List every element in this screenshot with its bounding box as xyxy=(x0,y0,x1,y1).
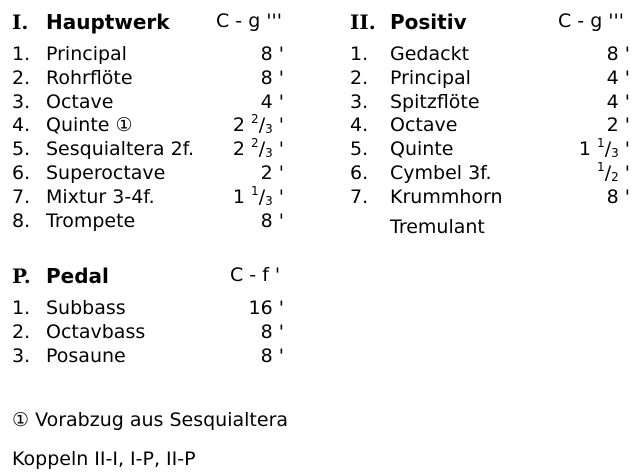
fraction-slash: / xyxy=(258,185,266,208)
fraction-slash: / xyxy=(604,138,612,161)
stop-row xyxy=(350,159,638,186)
stop-pitch xyxy=(232,183,284,208)
stop-pitch xyxy=(232,112,284,137)
pitch-numerator: 1 xyxy=(597,136,605,151)
manual-header xyxy=(12,12,302,36)
stop-name: Cymbel 3f. xyxy=(390,161,492,184)
stop-pitch: 2 ' xyxy=(606,114,630,137)
stop-row xyxy=(12,321,302,345)
pitch-unit: ' xyxy=(272,114,284,137)
fraction-slash: / xyxy=(604,161,612,184)
stop-pitch: 16 ' xyxy=(248,297,284,319)
stop-list xyxy=(12,43,302,233)
stop-name: Superoctave xyxy=(46,161,166,184)
stop-row xyxy=(12,67,302,91)
stop-number: 4. xyxy=(12,114,31,137)
stop-pitch xyxy=(597,159,630,184)
stop-number: 3. xyxy=(350,90,369,113)
stop-number: 7. xyxy=(350,185,369,208)
stop-list xyxy=(350,43,638,210)
stop-row xyxy=(350,43,638,67)
fraction-slash: / xyxy=(258,138,266,161)
manual-number: II. xyxy=(350,10,376,34)
stop-row xyxy=(350,91,638,115)
stop-name: Sesquialtera 2f. xyxy=(46,138,195,161)
stop-row xyxy=(12,210,302,234)
stop-name: Mixtur 3-4f. xyxy=(46,185,155,208)
stop-name: Subbass xyxy=(46,297,126,319)
footnote: ① Vorabzug aus Sesquialtera xyxy=(12,409,289,431)
manual-hauptwerk xyxy=(12,12,302,233)
pitch-denominator: 3 xyxy=(265,122,273,137)
stop-pitch: 2 ' xyxy=(260,161,284,184)
manual-header xyxy=(350,12,638,36)
stop-name: Octavbass xyxy=(46,320,146,343)
pitch-numerator: 1 xyxy=(597,159,605,174)
tremulant-label: Tremulant xyxy=(390,215,485,238)
stop-row xyxy=(12,183,302,210)
pitch-denominator: 3 xyxy=(265,193,273,208)
stop-name: Trompete xyxy=(46,209,136,232)
manual-pedal xyxy=(12,266,302,368)
stop-number: 3. xyxy=(12,344,31,367)
manual-range: C - g ''' xyxy=(216,10,282,32)
manual-range: C - g ''' xyxy=(558,10,624,32)
stop-row xyxy=(12,114,302,138)
stop-number: 4. xyxy=(350,114,369,137)
pitch-whole: 2 xyxy=(232,138,245,161)
manual-range: C - f ' xyxy=(230,264,281,286)
pitch-whole: 1 xyxy=(232,185,245,208)
stop-pitch: 8 ' xyxy=(606,43,630,65)
stop-name: Rohrflöte xyxy=(46,66,133,89)
stop-name: Posaune xyxy=(46,344,126,367)
stop-pitch: 8 ' xyxy=(260,320,284,343)
stop-row xyxy=(12,91,302,115)
pitch-unit: ' xyxy=(618,138,630,161)
stop-number: 1. xyxy=(12,43,31,65)
stop-name: Principal xyxy=(390,66,471,89)
manual-positiv xyxy=(350,12,638,238)
pitch-whole: 2 xyxy=(232,114,245,137)
pitch-numerator: 2 xyxy=(251,136,259,151)
manual-number: P. xyxy=(12,264,31,288)
fraction-slash: / xyxy=(258,114,266,137)
pitch-unit: ' xyxy=(272,138,284,161)
manual-number: I. xyxy=(12,10,29,34)
stop-row xyxy=(12,297,302,321)
stop-name: Gedackt xyxy=(390,43,470,65)
stop-row xyxy=(12,162,302,186)
stop-name: Octave xyxy=(46,90,114,113)
manual-title: Positiv xyxy=(390,10,467,34)
stop-pitch: 4 ' xyxy=(260,90,284,113)
stop-number: 5. xyxy=(12,138,31,161)
stop-number: 2. xyxy=(12,66,31,89)
stop-number: 2. xyxy=(350,66,369,89)
stop-number: 2. xyxy=(12,320,31,343)
stop-row xyxy=(12,345,302,369)
pitch-denominator: 3 xyxy=(611,146,619,161)
pitch-whole: 1 xyxy=(578,138,591,161)
stop-row xyxy=(12,138,302,162)
stop-name: Spitzflöte xyxy=(390,90,480,113)
stop-number: 1. xyxy=(12,297,31,319)
stop-pitch xyxy=(232,136,284,161)
stop-name: Quinte ① xyxy=(46,114,133,137)
stop-pitch: 4 ' xyxy=(606,66,630,89)
stop-name: Quinte xyxy=(390,138,454,161)
manual-title: Hauptwerk xyxy=(46,10,170,34)
stop-row xyxy=(350,114,638,138)
stop-row xyxy=(350,186,638,210)
stop-pitch: 8 ' xyxy=(260,66,284,89)
stop-number: 3. xyxy=(12,90,31,113)
stop-pitch: 8 ' xyxy=(606,185,630,208)
pitch-denominator: 2 xyxy=(611,169,619,184)
stop-pitch: 8 ' xyxy=(260,209,284,232)
stop-row xyxy=(350,138,638,162)
stop-pitch: 8 ' xyxy=(260,43,284,65)
stop-name: Octave xyxy=(390,114,458,137)
manual-title: Pedal xyxy=(46,264,109,288)
stop-list xyxy=(12,297,302,368)
stop-number: 6. xyxy=(12,161,31,184)
manual-header xyxy=(12,266,302,290)
stop-number: 6. xyxy=(350,161,369,184)
pitch-unit: ' xyxy=(272,185,284,208)
pitch-numerator: 1 xyxy=(251,183,259,198)
pitch-unit: ' xyxy=(618,161,630,184)
stop-row xyxy=(12,43,302,67)
stop-number: 7. xyxy=(12,185,31,208)
stop-number: 1. xyxy=(350,43,369,65)
stop-pitch: 4 ' xyxy=(606,90,630,113)
stop-number: 8. xyxy=(12,209,31,232)
tremulant-row xyxy=(350,210,638,238)
stop-row xyxy=(350,67,638,91)
pitch-numerator: 2 xyxy=(251,112,259,127)
pitch-denominator: 3 xyxy=(265,146,273,161)
stop-pitch: 8 ' xyxy=(260,344,284,367)
couplers-text: Koppeln II-I, I-P, II-P xyxy=(12,448,196,470)
stop-name: Krummhorn xyxy=(390,185,503,208)
stop-name: Principal xyxy=(46,43,127,65)
stop-number: 5. xyxy=(350,138,369,161)
stop-pitch xyxy=(578,136,630,161)
